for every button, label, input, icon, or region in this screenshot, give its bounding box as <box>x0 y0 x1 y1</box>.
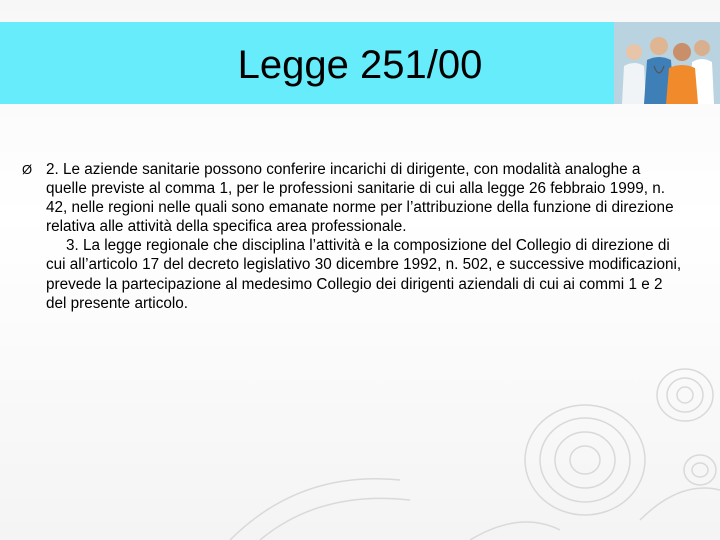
bullet-item <box>22 160 682 313</box>
slide-title <box>0 22 720 104</box>
bullet-text <box>46 160 682 313</box>
arrowhead-bullet-icon: Ø <box>22 162 33 177</box>
medical-staff-photo <box>614 22 720 104</box>
paragraph-comma-2: 2. Le aziende sanitarie possono conferire incarichi di dirigente, con modalità analoghe a quelle previste al comma 1, per le professioni sanitarie di cui alla legge 26 febbraio 1999, n. 42, nelle regioni nelle quali sono emanate norme per l’attribuzione della funzione di direzione relativa alle attività della specifica area professionale. <box>46 161 674 236</box>
medical-staff-illustration <box>614 22 720 104</box>
paragraph-comma-3: 3. La legge regionale che disciplina l’attività e la composizione del Collegio di direzione di cui all’articolo 17 del decreto legislativo 30 dicembre 1992, n. 502, e successive modificazioni, prevede la partecipazione al medesimo Collegio dei dirigenti aziendali di cui ai commi 1 e 2 del presente articolo. <box>46 237 682 312</box>
slide-title-text: Legge 251/00 <box>237 42 483 87</box>
body-content <box>22 160 682 313</box>
